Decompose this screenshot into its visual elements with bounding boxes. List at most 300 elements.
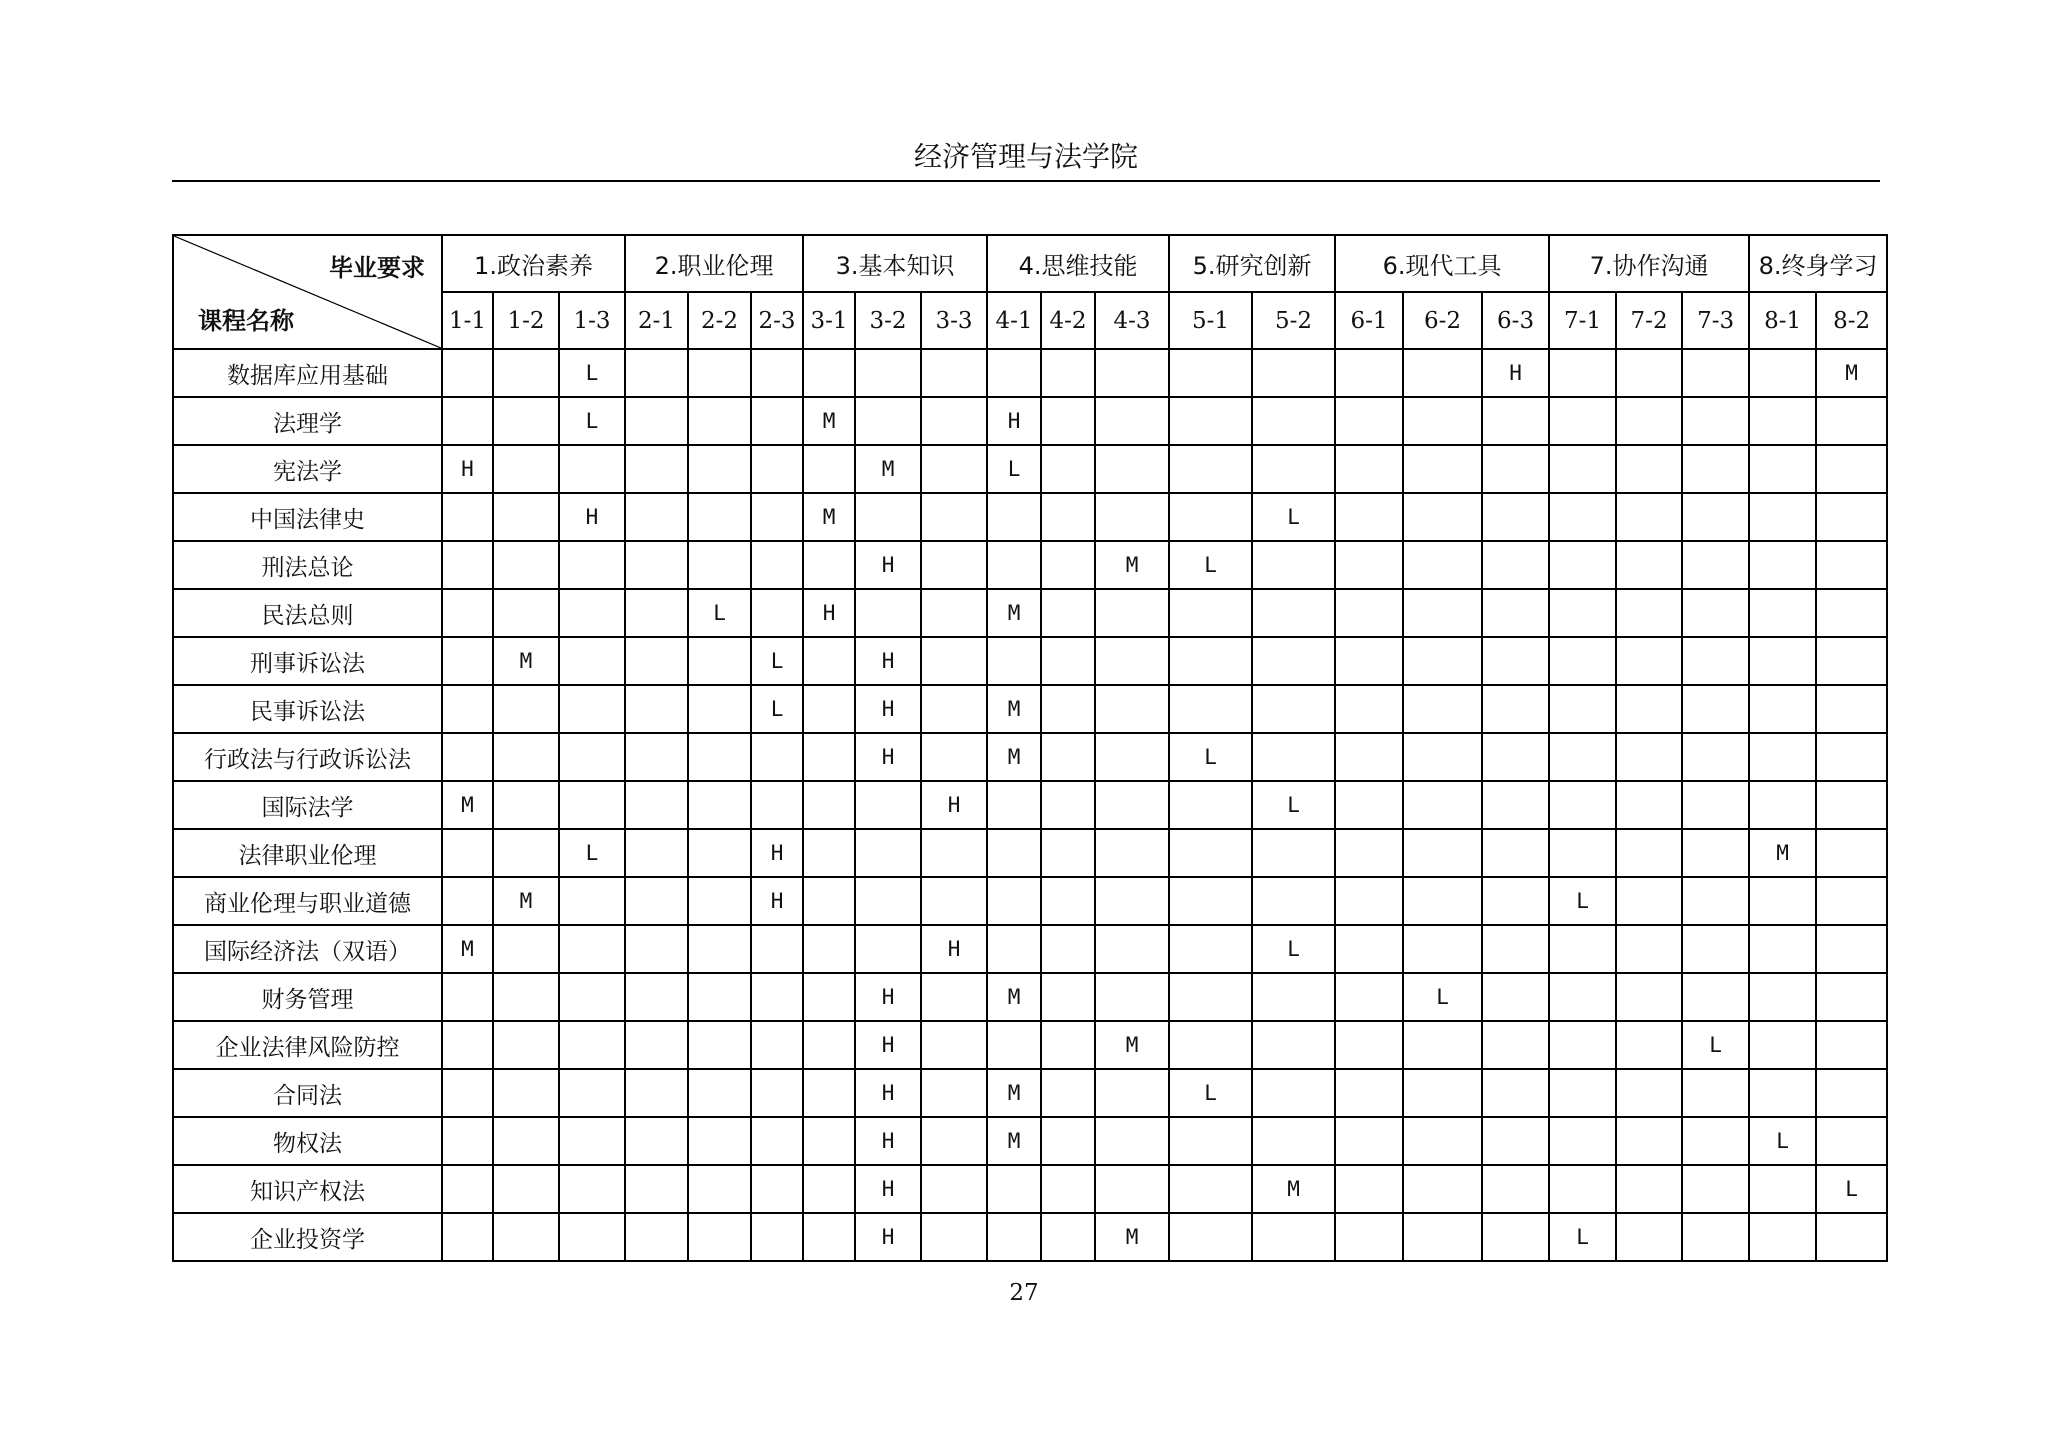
- support-level-cell: [1095, 1165, 1169, 1213]
- support-level-cell: [803, 829, 855, 877]
- support-level-cell: [1616, 973, 1682, 1021]
- matrix-body: [173, 349, 1887, 1261]
- support-level-cell: [1549, 1021, 1616, 1069]
- support-level-cell: [1482, 1117, 1549, 1165]
- support-level-cell: [625, 1213, 688, 1261]
- support-level-cell: [442, 685, 493, 733]
- support-level-cell: [1549, 637, 1616, 685]
- requirement-subindex-header: 3-3: [921, 292, 987, 349]
- support-level-cell: [855, 781, 921, 829]
- support-level-cell: [751, 1069, 803, 1117]
- support-level-cell: [1616, 445, 1682, 493]
- table-row: [173, 685, 1887, 733]
- support-level-cell: [1682, 1117, 1749, 1165]
- support-level-cell: [493, 1213, 559, 1261]
- support-level-cell: [803, 445, 855, 493]
- support-level-cell: [1403, 1165, 1482, 1213]
- support-level-cell: [803, 925, 855, 973]
- support-level-cell: [688, 637, 751, 685]
- support-level-cell: M: [987, 1117, 1041, 1165]
- support-level-cell: [1682, 349, 1749, 397]
- support-level-cell: [625, 589, 688, 637]
- support-level-cell: [1169, 397, 1252, 445]
- support-level-cell: [1335, 1069, 1403, 1117]
- support-level-cell: M: [1095, 1021, 1169, 1069]
- support-level-cell: [1252, 637, 1335, 685]
- support-level-cell: [1041, 685, 1095, 733]
- support-level-cell: [625, 493, 688, 541]
- support-level-cell: L: [688, 589, 751, 637]
- table-row: [173, 733, 1887, 781]
- support-level-cell: [688, 541, 751, 589]
- support-level-cell: [987, 877, 1041, 925]
- support-level-cell: [493, 541, 559, 589]
- support-level-cell: [625, 829, 688, 877]
- support-level-cell: [1169, 1117, 1252, 1165]
- support-level-cell: H: [855, 733, 921, 781]
- support-level-cell: [1749, 781, 1816, 829]
- support-level-cell: [1749, 541, 1816, 589]
- table-row: [173, 1069, 1887, 1117]
- support-level-cell: [803, 1213, 855, 1261]
- support-level-cell: [751, 397, 803, 445]
- support-level-cell: [559, 1069, 625, 1117]
- support-level-cell: H: [855, 1021, 921, 1069]
- support-level-cell: [1403, 829, 1482, 877]
- support-level-cell: [1816, 925, 1887, 973]
- support-level-cell: [1549, 397, 1616, 445]
- course-name-cell: 行政法与行政诉讼法: [173, 733, 442, 781]
- support-level-cell: [1682, 397, 1749, 445]
- support-level-cell: [1335, 541, 1403, 589]
- support-level-cell: [1041, 1021, 1095, 1069]
- support-level-cell: [803, 541, 855, 589]
- support-level-cell: [688, 973, 751, 1021]
- support-level-cell: [1403, 397, 1482, 445]
- support-level-cell: [1252, 397, 1335, 445]
- support-level-cell: [1482, 925, 1549, 973]
- requirement-subindex-header: 2-3: [751, 292, 803, 349]
- support-level-cell: [688, 349, 751, 397]
- support-level-cell: [1682, 589, 1749, 637]
- support-level-cell: [625, 1117, 688, 1165]
- requirement-group-header: 2.职业伦理: [625, 235, 803, 292]
- requirement-subindex-header: 1-3: [559, 292, 625, 349]
- support-level-cell: [688, 1165, 751, 1213]
- support-level-cell: [688, 1117, 751, 1165]
- support-level-cell: [688, 493, 751, 541]
- support-level-cell: [559, 1165, 625, 1213]
- support-level-cell: [1682, 1165, 1749, 1213]
- support-level-cell: L: [1252, 781, 1335, 829]
- table-row: [173, 877, 1887, 925]
- course-requirement-matrix: [172, 234, 1888, 1262]
- course-name-cell: 民事诉讼法: [173, 685, 442, 733]
- support-level-cell: [803, 349, 855, 397]
- support-level-cell: L: [1749, 1117, 1816, 1165]
- support-level-cell: M: [442, 781, 493, 829]
- support-level-cell: [1682, 973, 1749, 1021]
- support-level-cell: [442, 877, 493, 925]
- support-level-cell: [1095, 829, 1169, 877]
- requirement-subindex-header: 1-1: [442, 292, 493, 349]
- support-level-cell: [1169, 1021, 1252, 1069]
- table-row: [173, 493, 1887, 541]
- support-level-cell: [751, 1165, 803, 1213]
- support-level-cell: [1616, 781, 1682, 829]
- support-level-cell: [493, 1117, 559, 1165]
- support-level-cell: [1403, 445, 1482, 493]
- support-level-cell: [1549, 1165, 1616, 1213]
- support-level-cell: L: [751, 685, 803, 733]
- support-level-cell: [1616, 397, 1682, 445]
- support-level-cell: [625, 445, 688, 493]
- support-level-cell: [1816, 493, 1887, 541]
- course-name-cell: 企业法律风险防控: [173, 1021, 442, 1069]
- support-level-cell: [751, 973, 803, 1021]
- support-level-cell: [1816, 1213, 1887, 1261]
- support-level-cell: L: [559, 349, 625, 397]
- support-level-cell: [1252, 733, 1335, 781]
- support-level-cell: [1682, 877, 1749, 925]
- support-level-cell: [1041, 493, 1095, 541]
- support-level-cell: [625, 733, 688, 781]
- support-level-cell: [751, 1117, 803, 1165]
- support-level-cell: [1169, 973, 1252, 1021]
- support-level-cell: M: [1816, 349, 1887, 397]
- support-level-cell: [559, 541, 625, 589]
- support-level-cell: [1041, 1213, 1095, 1261]
- support-level-cell: [855, 493, 921, 541]
- support-level-cell: [1252, 829, 1335, 877]
- support-level-cell: [559, 781, 625, 829]
- support-level-cell: [1169, 829, 1252, 877]
- support-level-cell: [1041, 829, 1095, 877]
- support-level-cell: M: [987, 1069, 1041, 1117]
- support-level-cell: [1169, 445, 1252, 493]
- support-level-cell: [855, 397, 921, 445]
- support-level-cell: [493, 589, 559, 637]
- support-level-cell: [625, 397, 688, 445]
- support-level-cell: [625, 1021, 688, 1069]
- support-level-cell: [1749, 589, 1816, 637]
- course-name-cell: 法律职业伦理: [173, 829, 442, 877]
- support-level-cell: L: [987, 445, 1041, 493]
- table-row: [173, 1165, 1887, 1213]
- support-level-cell: [803, 973, 855, 1021]
- requirement-subindex-header: 5-2: [1252, 292, 1335, 349]
- support-level-cell: [1682, 1069, 1749, 1117]
- support-level-cell: M: [1095, 1213, 1169, 1261]
- requirement-group-header: 8.终身学习: [1749, 235, 1887, 292]
- support-level-cell: [1335, 925, 1403, 973]
- support-level-cell: [1335, 877, 1403, 925]
- support-level-cell: [1335, 445, 1403, 493]
- support-level-cell: [751, 589, 803, 637]
- support-level-cell: L: [1252, 493, 1335, 541]
- support-level-cell: [921, 973, 987, 1021]
- support-level-cell: [688, 781, 751, 829]
- support-level-cell: [1549, 829, 1616, 877]
- support-level-cell: [1403, 733, 1482, 781]
- support-level-cell: [1482, 973, 1549, 1021]
- support-level-cell: [1749, 1165, 1816, 1213]
- support-level-cell: [803, 1117, 855, 1165]
- course-name-cell: 刑事诉讼法: [173, 637, 442, 685]
- support-level-cell: M: [987, 733, 1041, 781]
- support-level-cell: [1549, 349, 1616, 397]
- support-level-cell: [855, 877, 921, 925]
- support-level-cell: L: [1549, 877, 1616, 925]
- support-level-cell: [1549, 541, 1616, 589]
- support-level-cell: [688, 1021, 751, 1069]
- support-level-cell: [493, 445, 559, 493]
- support-level-cell: [921, 349, 987, 397]
- support-level-cell: [442, 637, 493, 685]
- support-level-cell: [1403, 1021, 1482, 1069]
- support-level-cell: [1682, 829, 1749, 877]
- support-level-cell: [1041, 877, 1095, 925]
- support-level-cell: [1403, 349, 1482, 397]
- support-level-cell: [1749, 877, 1816, 925]
- support-level-cell: [1252, 973, 1335, 1021]
- support-level-cell: [1041, 397, 1095, 445]
- support-level-cell: [1816, 1117, 1887, 1165]
- support-level-cell: [625, 925, 688, 973]
- support-level-cell: [625, 637, 688, 685]
- support-level-cell: [921, 541, 987, 589]
- support-level-cell: [559, 1117, 625, 1165]
- requirement-subindex-header: 3-2: [855, 292, 921, 349]
- support-level-cell: [1169, 1165, 1252, 1213]
- support-level-cell: [1403, 1117, 1482, 1165]
- support-level-cell: [1095, 877, 1169, 925]
- support-level-cell: [1252, 877, 1335, 925]
- support-level-cell: [1482, 733, 1549, 781]
- support-level-cell: [921, 397, 987, 445]
- support-level-cell: M: [987, 589, 1041, 637]
- support-level-cell: [803, 637, 855, 685]
- support-level-cell: [1095, 781, 1169, 829]
- support-level-cell: [1816, 1069, 1887, 1117]
- support-level-cell: [625, 973, 688, 1021]
- support-level-cell: [493, 1069, 559, 1117]
- course-name-cell: 国际法学: [173, 781, 442, 829]
- support-level-cell: [1616, 829, 1682, 877]
- support-level-cell: H: [803, 589, 855, 637]
- support-level-cell: [1482, 397, 1549, 445]
- support-level-cell: [1749, 445, 1816, 493]
- requirement-group-header: 7.协作沟通: [1549, 235, 1749, 292]
- support-level-cell: [625, 1165, 688, 1213]
- support-level-cell: [1616, 349, 1682, 397]
- support-level-cell: [987, 925, 1041, 973]
- course-name-cell: 企业投资学: [173, 1213, 442, 1261]
- support-level-cell: [803, 877, 855, 925]
- support-level-cell: [1549, 973, 1616, 1021]
- course-name-cell: 刑法总论: [173, 541, 442, 589]
- requirement-subindex-header: 8-2: [1816, 292, 1887, 349]
- support-level-cell: [1252, 1069, 1335, 1117]
- requirement-subindex-header: 5-1: [1169, 292, 1252, 349]
- support-level-cell: [1095, 589, 1169, 637]
- support-level-cell: [1482, 445, 1549, 493]
- support-level-cell: H: [855, 1165, 921, 1213]
- support-level-cell: [1041, 973, 1095, 1021]
- support-level-cell: M: [803, 493, 855, 541]
- support-level-cell: [803, 781, 855, 829]
- support-level-cell: M: [987, 685, 1041, 733]
- support-level-cell: [1549, 925, 1616, 973]
- support-level-cell: [493, 685, 559, 733]
- support-level-cell: [751, 925, 803, 973]
- support-level-cell: [442, 541, 493, 589]
- support-level-cell: [855, 925, 921, 973]
- support-level-cell: [559, 1021, 625, 1069]
- support-level-cell: [1041, 925, 1095, 973]
- support-level-cell: [1252, 1213, 1335, 1261]
- support-level-cell: L: [1816, 1165, 1887, 1213]
- support-level-cell: [921, 637, 987, 685]
- support-level-cell: [1252, 1021, 1335, 1069]
- support-level-cell: [493, 397, 559, 445]
- support-level-cell: M: [493, 637, 559, 685]
- support-level-cell: [1816, 685, 1887, 733]
- support-level-cell: [1482, 589, 1549, 637]
- support-level-cell: [1549, 685, 1616, 733]
- support-level-cell: [1482, 1213, 1549, 1261]
- support-level-cell: [1095, 685, 1169, 733]
- support-level-cell: [1403, 877, 1482, 925]
- support-level-cell: L: [1549, 1213, 1616, 1261]
- support-level-cell: [688, 685, 751, 733]
- support-level-cell: [1682, 445, 1749, 493]
- support-level-cell: [1335, 973, 1403, 1021]
- support-level-cell: [1616, 493, 1682, 541]
- support-level-cell: [1335, 1165, 1403, 1213]
- support-level-cell: [688, 925, 751, 973]
- support-level-cell: [1252, 1117, 1335, 1165]
- course-name-cell: 宪法学: [173, 445, 442, 493]
- support-level-cell: [1041, 445, 1095, 493]
- support-level-cell: [1169, 493, 1252, 541]
- course-name-cell: 民法总则: [173, 589, 442, 637]
- support-level-cell: [493, 1021, 559, 1069]
- requirement-group-header: 4.思维技能: [987, 235, 1169, 292]
- support-level-cell: H: [987, 397, 1041, 445]
- requirement-group-row: [173, 235, 1887, 292]
- support-level-cell: [1403, 1069, 1482, 1117]
- table-row: [173, 829, 1887, 877]
- support-level-cell: [751, 493, 803, 541]
- support-level-cell: [1749, 685, 1816, 733]
- support-level-cell: [921, 877, 987, 925]
- support-level-cell: [803, 733, 855, 781]
- support-level-cell: [1682, 541, 1749, 589]
- support-level-cell: H: [921, 781, 987, 829]
- support-level-cell: [987, 1213, 1041, 1261]
- support-level-cell: [751, 1021, 803, 1069]
- requirement-group-header: 5.研究创新: [1169, 235, 1335, 292]
- support-level-cell: [1169, 781, 1252, 829]
- support-level-cell: [1482, 685, 1549, 733]
- support-level-cell: H: [442, 445, 493, 493]
- support-level-cell: [1482, 781, 1549, 829]
- table-row: [173, 541, 1887, 589]
- support-level-cell: [1482, 1069, 1549, 1117]
- support-level-cell: [1335, 637, 1403, 685]
- support-level-cell: [803, 1069, 855, 1117]
- support-level-cell: [1816, 781, 1887, 829]
- support-level-cell: [625, 877, 688, 925]
- support-level-cell: [1095, 397, 1169, 445]
- support-level-cell: [987, 1165, 1041, 1213]
- table-row: [173, 1213, 1887, 1261]
- support-level-cell: [1616, 877, 1682, 925]
- requirement-subindex-header: 4-2: [1041, 292, 1095, 349]
- support-level-cell: [1041, 1117, 1095, 1165]
- support-level-cell: [1041, 637, 1095, 685]
- support-level-cell: [1749, 1069, 1816, 1117]
- support-level-cell: [1616, 637, 1682, 685]
- support-level-cell: [1682, 685, 1749, 733]
- support-level-cell: M: [803, 397, 855, 445]
- support-level-cell: [1616, 1213, 1682, 1261]
- support-level-cell: [442, 1165, 493, 1213]
- requirement-subindex-header: 3-1: [803, 292, 855, 349]
- table-row: [173, 397, 1887, 445]
- support-level-cell: [442, 493, 493, 541]
- support-level-cell: H: [1482, 349, 1549, 397]
- support-level-cell: [559, 925, 625, 973]
- course-name-cell: 财务管理: [173, 973, 442, 1021]
- support-level-cell: [1095, 973, 1169, 1021]
- support-level-cell: [1169, 925, 1252, 973]
- support-level-cell: [1816, 877, 1887, 925]
- support-level-cell: [921, 589, 987, 637]
- support-level-cell: H: [855, 637, 921, 685]
- support-level-cell: [1095, 493, 1169, 541]
- table-corner-header: [173, 235, 442, 349]
- support-level-cell: [1252, 541, 1335, 589]
- support-level-cell: [921, 1165, 987, 1213]
- support-level-cell: [1816, 973, 1887, 1021]
- support-level-cell: L: [1169, 733, 1252, 781]
- support-level-cell: [921, 1213, 987, 1261]
- requirement-subindex-header: 8-1: [1749, 292, 1816, 349]
- support-level-cell: H: [559, 493, 625, 541]
- support-level-cell: [1682, 637, 1749, 685]
- support-level-cell: L: [1403, 973, 1482, 1021]
- requirement-subindex-header: 7-3: [1682, 292, 1749, 349]
- support-level-cell: [1482, 1165, 1549, 1213]
- support-level-cell: [1252, 349, 1335, 397]
- support-level-cell: L: [1252, 925, 1335, 973]
- support-level-cell: [559, 973, 625, 1021]
- support-level-cell: L: [559, 397, 625, 445]
- support-level-cell: [1816, 829, 1887, 877]
- support-level-cell: [1616, 589, 1682, 637]
- requirement-subindex-header: 6-2: [1403, 292, 1482, 349]
- support-level-cell: [1169, 685, 1252, 733]
- support-level-cell: [1335, 781, 1403, 829]
- support-level-cell: [1549, 493, 1616, 541]
- support-level-cell: [1616, 1165, 1682, 1213]
- support-level-cell: M: [855, 445, 921, 493]
- support-level-cell: H: [921, 925, 987, 973]
- support-level-cell: M: [442, 925, 493, 973]
- support-level-cell: [559, 733, 625, 781]
